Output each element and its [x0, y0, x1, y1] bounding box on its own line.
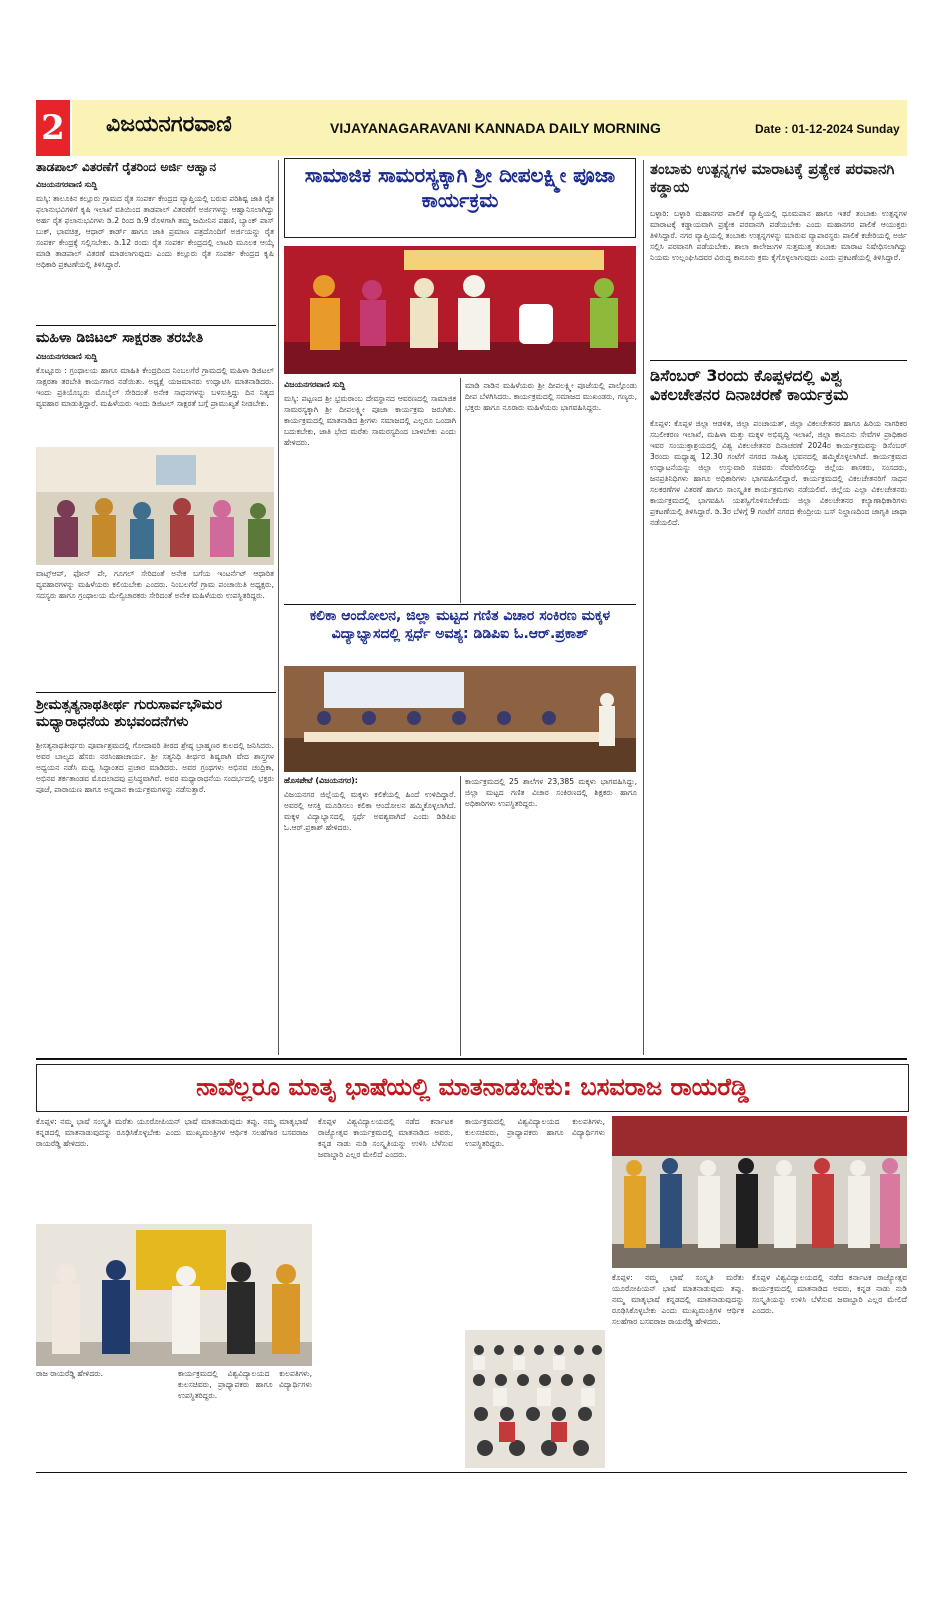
masthead-title-english: VIJAYANAGARAVANI KANNADA DAILY MORNING [330, 120, 661, 136]
headline-tadapal: ತಾಡಪಾಲ್ ವಿತರಣೆಗೆ ರೈತರಿಂದ ಅರ್ಜಿ ಆಹ್ವಾನ [36, 160, 217, 174]
body-basavaraj-col2: ಕೊಪ್ಪಳ ವಿಶ್ವವಿದ್ಯಾಲಯದಲ್ಲಿ ನಡೆದ ಕರ್ನಾಟಕ ರಾಜ್ಯೋತ್ಸವ ಕಾರ್ಯಕ್ರಮದಲ್ಲಿ ಮಾತನಾಡಿದ ಅವರು, ಕನ್ನಡ ನಾಡು ನುಡಿ ಸಂಸ್ಕೃತಿಯನ್ನು ಉಳಿಸಿ ಬೆಳೆಸುವ ಜವಾಬ್ದಾರಿ ಎಲ್ಲರ ಮೇಲಿದೆ ಎಂದರು. [318, 1117, 453, 1159]
photo-mahila-training [36, 447, 274, 565]
body-ganitha: ವಿಜಯನಗರ ಜಿಲ್ಲೆಯಲ್ಲಿ ಮಕ್ಕಳು ಕಲಿಕೆಯಲ್ಲಿ ಹಿಂದೆ ಉಳಿದಿದ್ದಾರೆ. ಅವರಲ್ಲಿ ಆಸಕ್ತಿ ಮೂಡಿಸಲು ಕಲಿಕಾ ಆಂದೋಲನ ಹಮ್ಮಿಕೊಳ್ಳಲಾಗಿದೆ. ಮಕ್ಕಳ ವಿದ್ಯಾಭ್ಯಾಸದಲ್ಲಿ ಸ್ಪರ್ಧೆ ಅವಶ್ಯವಾಗಿದೆ ಎಂದು ಡಿಡಿಪಿಐ ಓ.ಆರ್.ಪ್ರಕಾಶ್ ಹೇಳಿದರು. [284, 790, 456, 832]
body-mahila: ಕೊಟ್ಟೂರು : ಗ್ರಂಥಾಲಯ ಹಾಗೂ ಮಾಹಿತಿ ಕೇಂದ್ರದಿಂದ ನಿಂಬಲಗೆರೆ ಗ್ರಾಮದಲ್ಲಿ ಮಹಿಳಾ ಡಿಜಿಟಲ್ ಸಾಕ್ಷರತಾ ತರಬೇತಿ ಕಾರ್ಯಗಾರ ನಡೆಯಿತು. ಅಧ್ಯಕ್ಷೆ ಯಜಮಾನರು ಉದ್ಘಾಟಿಸಿ ಮಾತನಾಡಿದರು. ಇಂದು ಪ್ರತಿಯೊಬ್ಬರು ಮೊಬೈಲ್ ಸೇರಿದಂತೆ ಅನೇಕ ಸಾಧನಗಳನ್ನು ಬಳಸುತ್ತಿದ್ದು ದಿನ ನಿತ್ಯದ ವ್ಯವಹಾರ ಮಾಡುತ್ತಿದ್ದಾರೆ. ಮಹಿಳೆಯರು ಇಂದು ಡಿಜಿಟಲ್ ಸಾಕ್ಷರತೆ ಬಗ್ಗೆ ಪ್ರಾಮುಖ್ಯತೆ ನೀಡಬೇಕು. [36, 366, 274, 408]
photo-audience [465, 1330, 605, 1468]
body-basavaraj: ಕೊಪ್ಪಳ: ನಮ್ಮ ಭಾಷೆ ಸಂಸ್ಕೃತಿ ಮರೆತು ಯೂರೋಪಿಯನ್ ಭಾಷೆ ಮಾತನಾಡುವುದು ತಪ್ಪು. ನಮ್ಮ ಮಾತೃಭಾಷೆ ಕನ್ನಡದಲ್ಲಿ ಮಾತನಾಡುವುದನ್ನು ರೂಢಿಸಿಕೊಳ್ಳಬೇಕು ಎಂದು ಮುಖ್ಯಮಂತ್ರಿಗಳ ಆರ್ಥಿಕ ಸಲಹೆಗಾರ ಬಸವರಾಜ ರಾಯರೆಡ್ಡಿ ಹೇಳಿದರು. [36, 1117, 308, 1148]
headline-mahila: ಮಹಿಳಾ ಡಿಜಿಟಲ್ ಸಾಕ್ಷರತಾ ತರಬೇತಿ [36, 330, 204, 346]
body-basavaraj-col4: ಕೊಪ್ಪಳ: ನಮ್ಮ ಭಾಷೆ ಸಂಸ್ಕೃತಿ ಮರೆತು ಯೂರೋಪಿಯನ್ ಭಾಷೆ ಮಾತನಾಡುವುದು ತಪ್ಪು. ನಮ್ಮ ಮಾತೃಭಾಷೆ ಕನ್ನಡದಲ್ಲಿ ಮಾತನಾಡುವುದನ್ನು ರೂಢಿಸಿಕೊಳ್ಳಬೇಕು ಎಂದು ಮುಖ್ಯಮಂತ್ರಿಗಳ ಆರ್ಥಿಕ ಸಲಹೆಗಾರ ಬಸವರಾಜ ರಾಯರೆಡ್ಡಿ ಹೇಳಿದರು. [612, 1273, 744, 1326]
story-divider [284, 604, 636, 605]
byline-deepa: ವಿಜಯನಗರವಾಣಿ ಸುದ್ದಿ [284, 380, 346, 389]
headline-basavaraj: ನಾವೆಲ್ಲರೂ ಮಾತೃ ಭಾಷೆಯಲ್ಲಿ ಮಾತನಾಡಬೇಕು: ಬಸವರಾಜ ರಾಯರೆಡ್ಡಿ [36, 1064, 909, 1112]
headline-tambaku: ತಂಬಾಕು ಉತ್ಪನ್ನಗಳ ಮಾರಾಟಕ್ಕೆ ಪ್ರತ್ಯೇಕ ಪರವಾನಗಿ ಕಡ್ಡಾಯ [650, 160, 895, 196]
byline-mahila: ವಿಜಯನಗರವಾಣಿ ಸುದ್ದಿ [36, 352, 98, 361]
headline-vikalachetana: ಡಿಸೆಂಬರ್ 3ರಂದು ಕೊಪ್ಪಳದಲ್ಲಿ ವಿಶ್ವ ವಿಕಲಚೇತನರ ದಿನಾಚರಣೆ ಕಾರ್ಯಕ್ರಮ [650, 366, 849, 405]
column-divider [278, 160, 279, 1055]
page-number: 2 [36, 100, 70, 156]
column-divider [460, 378, 461, 603]
headline-deepa: ಸಾಮಾಜಿಕ ಸಾಮರಸ್ಯಕ್ಕಾಗಿ ಶ್ರೀ ದೀಪಲಕ್ಷ್ಮೀ ಪೂಜಾ ಕಾರ್ಯಕ್ರಮ [284, 158, 636, 238]
column-divider [460, 776, 461, 1056]
body-basavaraj-col1-end: ಕಾರ್ಯಕ್ರಮದಲ್ಲಿ ವಿಶ್ವವಿದ್ಯಾಲಯದ ಕುಲಪತಿಗಳು, ಕುಲಸಚಿವರು, ಪ್ರಾಧ್ಯಾಪಕರು ಹಾಗೂ ವಿದ್ಯಾರ್ಥಿಗಳು ಉಪಸ್ಥಿತರಿದ್ದರು. [178, 1369, 312, 1400]
headline-madhwa: ಶ್ರೀಮತ್ಸತ್ಯನಾಥತೀರ್ಥ ಗುರುಸಾರ್ವಭೌಮರ ಮಧ್ಯಾರಾಧನೆಯ ಶುಭವಂದನೆಗಳು [36, 697, 223, 730]
photo-basavaraj-stage [612, 1116, 907, 1268]
photo-basavaraj-lamp [36, 1224, 312, 1366]
story-divider [650, 360, 907, 361]
body-tadapal: ಮಸ್ಕಿ: ತಾಲೂಕಿನ ಕಲ್ಲೂರು ಗ್ರಾಮದ ರೈತ ಸಂಪರ್ಕ ಕೇಂದ್ರದ ವ್ಯಾಪ್ತಿಯಲ್ಲಿ ಬರುವ ಪರಿಶಿಷ್ಟ ಜಾತಿ ರೈತ ಫಲಾನುಭವಿಗಳಿಗೆ ಕೃಷಿ ಇಲಾಖೆ ವತಿಯಿಂದ ತಾಡಪಾಲ್ ವಿತರಣೆಗೆ ಅರ್ಜಿಗಳನ್ನು ಆಹ್ವಾನಿಸಲಾಗಿದ್ದು ಅರ್ಹ ರೈತ ಫಲಾನುಭವಿಗಳು ಡಿ.2 ರಿಂದ ಡಿ.9 ರೊಳಗಾಗಿ ತಮ್ಮ ಜಮೀನಿನ ಪಹಣಿ, ಬ್ಯಾಂಕ್ ಪಾಸ್ ಬುಕ್, ಭಾವಚಿತ್ರ, ಆಧಾರ್ ಕಾರ್ಡ್ ಹಾಗೂ ಜಾತಿ ಪ್ರಮಾಣ ಪತ್ರದೊಂದಿಗೆ ಅರ್ಜಿಯನ್ನು ರೈತ ಸಂಪರ್ಕ ಕೇಂದ್ರಕ್ಕೆ ಸಲ್ಲಿಸಬೇಕು. ಡಿ.12 ರಂದು ರೈತ ಸಂಪರ್ಕ ಕೇಂದ್ರದಲ್ಲಿ ಲಾಟರಿ ಮೂಲಕ ಆಯ್ಕೆ ಮಾಡಿ ತಾಡಪಾಲ್ ವಿತರಣೆ ಮಾಡಲಾಗುವುದು ಎಂದು ಕಲ್ಲೂರು ರೈತ ಸಂಪರ್ಕ ಕೇಂದ್ರದ ಕೃಷಿ ಅಧಿಕಾರಿ ಪ್ರಕಟಣೆಯಲ್ಲಿ ತಿಳಿಸಿದ್ದಾರೆ. [36, 194, 274, 269]
body-tambaku: ಬಳ್ಳಾರಿ: ಬಳ್ಳಾರಿ ಮಹಾನಗರ ಪಾಲಿಕೆ ವ್ಯಾಪ್ತಿಯಲ್ಲಿ ಧೂಮಪಾನ ಹಾಗೂ ಇತರೆ ತಂಬಾಕು ಉತ್ಪನ್ನಗಳ ಮಾರಾಟಕ್ಕೆ ಕಡ್ಡಾಯವಾಗಿ ಪ್ರತ್ಯೇಕ ಪರವಾನಗಿ ಪಡೆಯಬೇಕು ಎಂದು ಮಹಾನಗರ ಪಾಲಿಕೆ ಆಯುಕ್ತರು ತಿಳಿಸಿದ್ದಾರೆ. ನಗರ ವ್ಯಾಪ್ತಿಯಲ್ಲಿ ತಂಬಾಕು ಉತ್ಪನ್ನಗಳನ್ನು ಮಾರುವ ವ್ಯಾಪಾರಸ್ಥರು ಪಾಲಿಕೆ ಕಚೇರಿಯಲ್ಲಿ ಅರ್ಜಿ ಸಲ್ಲಿಸಿ ಪರವಾನಗಿ ಪಡೆಯಬೇಕು. ಶಾಲಾ ಕಾಲೇಜುಗಳ ಸುತ್ತಮುತ್ತ ತಂಬಾಕು ಮಾರಾಟ ನಿಷೇಧಿಸಲಾಗಿದ್ದು ನಿಯಮ ಉಲ್ಲಂಘಿಸಿದವರ ವಿರುದ್ಧ ಕಾನೂನು ಕ್ರಮ ಕೈಗೊಳ್ಳಲಾಗುವುದು ಎಂದು ಪ್ರಕಟಣೆಯಲ್ಲಿ ತಿಳಿಸಿದ್ದಾರೆ. [650, 209, 907, 262]
section-divider [36, 1058, 907, 1060]
body-deepa-continued: ಮಾಡಿ ನಾಡಿನ ಮಹಿಳೆಯರು ಶ್ರೀ ದೀಪಲಕ್ಷ್ಮೀ ಪೂಜೆಯಲ್ಲಿ ಪಾಲ್ಗೊಂಡು ದೀಪ ಬೆಳಗಿಸಿದರು. ಕಾರ್ಯಕ್ರಮದಲ್ಲಿ ಸಮಾಜದ ಮುಖಂಡರು, ಗಣ್ಯರು, ಭಕ್ತರು ಹಾಗೂ ನೂರಾರು ಮಹಿಳೆಯರು ಭಾಗವಹಿಸಿದ್ದರು. [465, 381, 637, 412]
byline-tadapal: ವಿಜಯನಗರವಾಣಿ ಸುದ್ದಿ [36, 180, 98, 189]
story-divider [36, 692, 276, 693]
headline-ganitha: ಕಲಿಕಾ ಆಂದೋಲನ, ಜಿಲ್ಲಾ ಮಟ್ಟದ ಗಣಿತ ವಿಚಾರ ಸಂಕಿರಣ ಮಕ್ಕಳ ವಿದ್ಯಾಭ್ಯಾಸದಲ್ಲಿ ಸ್ಪರ್ಧೆ ಅವಶ್ಯ: ಡಿಡಿಪಿಐ ಓ.ಆರ್.ಪ್ರಕಾಶ್ [309, 608, 611, 642]
masthead-title-kannada: ವಿಜಯನಗರವಾಣಿ [106, 112, 232, 137]
footer-rule [36, 1472, 907, 1473]
body-deepa: ಮಸ್ಕಿ: ಪಟ್ಟಣದ ಶ್ರೀ ಭ್ರಮರಾಂಬ ದೇವಸ್ಥಾನದ ಆವರಣದಲ್ಲಿ ಸಾಮಾಜಿಕ ಸಾಮರಸ್ಯಕ್ಕಾಗಿ ಶ್ರೀ ದೀಪಲಕ್ಷ್ಮೀ ಪೂಜಾ ಕಾರ್ಯಕ್ರಮ ಜರುಗಿತು. ಕಾರ್ಯಕ್ರಮದಲ್ಲಿ ಮಾತನಾಡಿದ ಶ್ರೀಗಳು ಸಮಾಜದಲ್ಲಿ ಎಲ್ಲರೂ ಒಂದಾಗಿ ಬದುಕಬೇಕು, ಜಾತಿ ಭೇದ ಮರೆತು ಸಾಮರಸ್ಯದಿಂದ ಬಾಳಬೇಕು ಎಂದು ಹೇಳಿದರು. [284, 394, 456, 447]
column-divider [643, 160, 644, 1055]
body-basavaraj-col3: ಕಾರ್ಯಕ್ರಮದಲ್ಲಿ ವಿಶ್ವವಿದ್ಯಾಲಯದ ಕುಲಪತಿಗಳು, ಕುಲಸಚಿವರು, ಪ್ರಾಧ್ಯಾಪಕರು ಹಾಗೂ ವಿದ್ಯಾರ್ಥಿಗಳು ಉಪಸ್ಥಿತರಿದ್ದರು. [465, 1117, 605, 1148]
body-madhwa: ಶ್ರೀಸತ್ಯನಾಥತೀರ್ಥರು ಪೂರ್ವಾಶ್ರಮದಲ್ಲಿ ಗೋದಾವರಿ ತೀರದ ಶ್ರೇಷ್ಠ ಬ್ರಾಹ್ಮಣರ ಕುಲದಲ್ಲಿ ಜನಿಸಿದರು. ಅವರ ಬಾಲ್ಯದ ಹೆಸರು ನರಸಿಂಹಾಚಾರ್ಯ. ಶ್ರೀ ಸತ್ಯನಿಧಿ ತೀರ್ಥರ ಶಿಷ್ಯರಾಗಿ ವೇದ ಶಾಸ್ತ್ರಗಳ ಅಧ್ಯಯನ ನಡೆಸಿ ಮಧ್ವ ಸಿದ್ಧಾಂತದ ಪ್ರಚಾರ ಮಾಡಿದರು. ಅವರ ಗ್ರಂಥಗಳು ಅಭಿನವ ಚಂದ್ರಿಕಾ, ಅಭಿನವ ತರ್ಕತಾಂಡವ ಮೊದಲಾದವು ಪ್ರಸಿದ್ಧವಾಗಿವೆ. ಅವರ ಮಧ್ಯಾರಾಧನೆಯ ಸಂದರ್ಭದಲ್ಲಿ ಭಕ್ತರು ಪೂಜೆ, ಪಾರಾಯಣ ಹಾಗೂ ಅನ್ನದಾನ ಕಾರ್ಯಕ್ರಮಗಳನ್ನು ನಡೆಸುತ್ತಾರೆ. [36, 741, 274, 794]
photo-deepa-pooja [284, 246, 636, 374]
body-basavaraj-col5: ಕೊಪ್ಪಳ ವಿಶ್ವವಿದ್ಯಾಲಯದಲ್ಲಿ ನಡೆದ ಕರ್ನಾಟಕ ರಾಜ್ಯೋತ್ಸವ ಕಾರ್ಯಕ್ರಮದಲ್ಲಿ ಮಾತನಾಡಿದ ಅವರು, ಕನ್ನಡ ನಾಡು ನುಡಿ ಸಂಸ್ಕೃತಿಯನ್ನು ಉಳಿಸಿ ಬೆಳೆಸುವ ಜವಾಬ್ದಾರಿ ಎಲ್ಲರ ಮೇಲಿದೆ ಎಂದರು. [752, 1273, 907, 1315]
masthead-date: Date : 01-12-2024 Sunday [755, 122, 900, 136]
story-divider [36, 325, 276, 326]
photo-ganitha-stage [284, 666, 636, 772]
body-vikalachetana: ಕೊಪ್ಪಳ: ಕೊಪ್ಪಳ ಜಿಲ್ಲಾ ಆಡಳಿತ, ಜಿಲ್ಲಾ ಪಂಚಾಯತ್, ಜಿಲ್ಲಾ ವಿಕಲಚೇತನರ ಹಾಗೂ ಹಿರಿಯ ನಾಗರಿಕರ ಸಬಲೀಕರಣ ಇಲಾಖೆ, ಮಹಿಳಾ ಮತ್ತು ಮಕ್ಕಳ ಅಭಿವೃದ್ಧಿ ಇಲಾಖೆ, ಜಿಲ್ಲಾ ಕಾನೂನು ಸೇವೆಗಳ ಪ್ರಾಧಿಕಾರ ಇವರ ಸಂಯುಕ್ತಾಶ್ರಯದಲ್ಲಿ ವಿಶ್ವ ವಿಕಲಚೇತನರ ದಿನಾಚರಣೆ 2024ರ ಕಾರ್ಯಕ್ರಮವನ್ನು ಡಿಸೆಂಬರ್ 3ರಂದು ಮಧ್ಯಾಹ್ನ 12.30 ಗಂಟೆಗೆ ನಗರದ ಸಾಹಿತ್ಯ ಭವನದಲ್ಲಿ ಹಮ್ಮಿಕೊಳ್ಳಲಾಗಿದೆ. ಕಾರ್ಯಕ್ರಮದ ಉದ್ಘಾಟನೆಯನ್ನು ಜಿಲ್ಲಾ ಉಸ್ತುವಾರಿ ಸಚಿವರು ನೆರವೇರಿಸಲಿದ್ದು ಜಿಲ್ಲೆಯ ಶಾಸಕರು, ಸಂಸದರು, ಜನಪ್ರತಿನಿಧಿಗಳು ಹಾಗೂ ಅಧಿಕಾರಿಗಳು ಭಾಗವಹಿಸಲಿದ್ದಾರೆ. ಕಾರ್ಯಕ್ರಮದಲ್ಲಿ ವಿಕಲಚೇತನರಿಗೆ ಸಾಧನ ಸಲಕರಣೆಗಳ ವಿತರಣೆ ಹಾಗೂ ಸಾಂಸ್ಕೃತಿಕ ಕಾರ್ಯಕ್ರಮಗಳು ನಡೆಯಲಿವೆ. ಜಿಲ್ಲೆಯ ಎಲ್ಲಾ ವಿಕಲಚೇತನರು ಕಾರ್ಯಕ್ರಮದಲ್ಲಿ ಭಾಗವಹಿಸಿ ಯಶಸ್ವಿಗೊಳಿಸಬೇಕೆಂದು ಜಿಲ್ಲಾ ವಿಕಲಚೇತನರ ಕಲ್ಯಾಣಾಧಿಕಾರಿಗಳು ಪ್ರಕಟಣೆಯಲ್ಲಿ ತಿಳಿಸಿದ್ದಾರೆ. ಡಿ.3ರ ಬೆಳಿಗ್ಗೆ 9 ಗಂಟೆಗೆ ನಗರದ ಕೇಂದ್ರೀಯ ಬಸ್ ನಿಲ್ದಾಣದಿಂದ ಜಾಗೃತಿ ಜಾಥಾ ನಡೆಯಲಿದೆ. [650, 419, 907, 527]
photo-caption-basavaraj: ರಾಜ ರಾಯರೆಡ್ಡಿ ಹೇಳಿದರು. [36, 1369, 104, 1378]
body-mahila-continued: ವಾಟ್ಸ್ಆಪ್, ಫೋನ್ ಪೇ, ಗೂಗಲ್ ಸೇರಿದಂತೆ ಅನೇಕ ಬಗೆಯ ಇಂಟರ್ನೆಟ್ ಆಧಾರಿತ ವ್ಯವಹಾರಗಳನ್ನು ಮಹಿಳೆಯರು ಕಲಿಯಬೇಕು ಎಂದರು. ನಿಂಬಲಗೆರೆ ಗ್ರಾಮ ಪಂಚಾಯಿತಿ ಅಧ್ಯಕ್ಷರು, ಸದಸ್ಯರು ಹಾಗೂ ಗ್ರಂಥಾಲಯ ಮೇಲ್ವಿಚಾರಕರು ಸೇರಿದಂತೆ ಅನೇಕ ಮಹಿಳೆಯರು ಉಪಸ್ಥಿತರಿದ್ದರು. [36, 569, 274, 600]
body-ganitha-continued: ಕಾರ್ಯಕ್ರಮದಲ್ಲಿ 25 ಶಾಲೆಗಳ 23,385 ಮಕ್ಕಳು ಭಾಗವಹಿಸಿದ್ದು, ಜಿಲ್ಲಾ ಮಟ್ಟದ ಗಣಿತ ವಿಚಾರ ಸಂಕಿರಣದಲ್ಲಿ ಶಿಕ್ಷಕರು ಹಾಗೂ ಅಧಿಕಾರಿಗಳು ಉಪಸ್ಥಿತರಿದ್ದರು. [465, 777, 637, 808]
byline-ganitha: ಹೊಸಪೇಟೆ (ವಿಜಯನಗರ): [284, 776, 358, 785]
